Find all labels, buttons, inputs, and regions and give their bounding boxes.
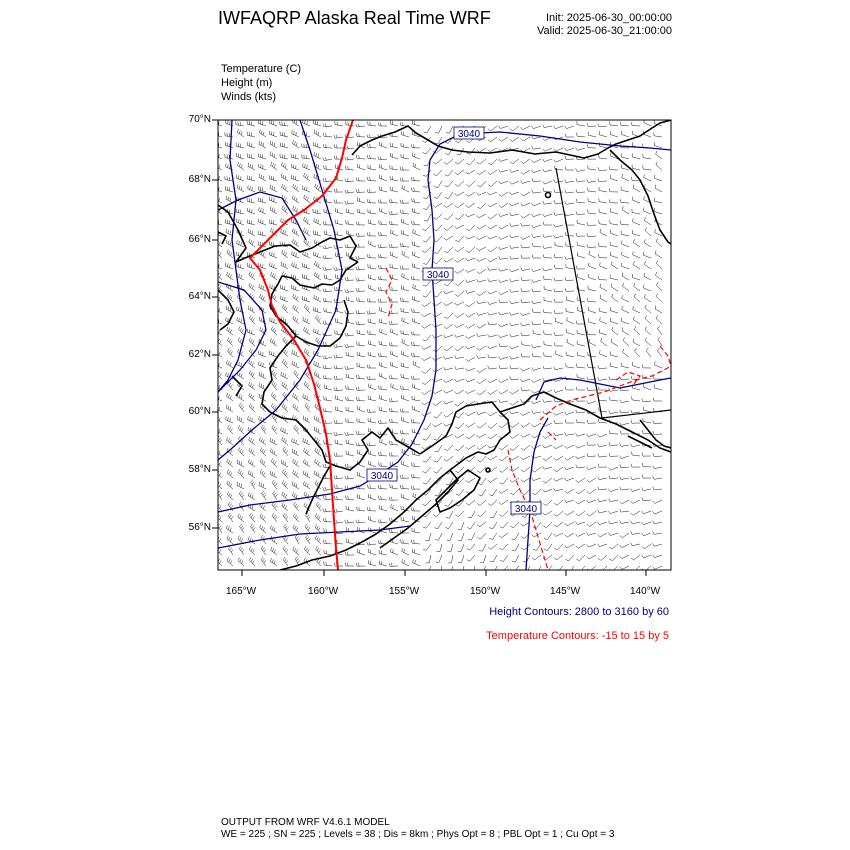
- contour-label-2: [423, 268, 453, 281]
- contour-label-1: [454, 127, 484, 140]
- lat-label: 68°N: [188, 174, 211, 185]
- lat-label: 64°N: [188, 291, 211, 302]
- height-contour-note: Height Contours: 2800 to 3160 by 60: [489, 606, 669, 618]
- svg-text:3040: 3040: [426, 270, 450, 281]
- footer-config: WE = 225 ; SN = 225 ; Levels = 38 ; Dis = 8km ; Phys Opt = 8 ; PBL Opt = 1 ; Cu Opt = 3: [221, 829, 615, 840]
- lon-label: 165°W: [226, 586, 257, 597]
- lat-label: 58°N: [188, 464, 211, 475]
- lat-label: 70°N: [188, 114, 211, 125]
- variable-winds: Winds (kts): [221, 91, 276, 103]
- lon-label: 155°W: [389, 586, 420, 597]
- svg-text:3040: 3040: [370, 471, 394, 482]
- svg-text:3040: 3040: [457, 129, 481, 140]
- lon-label: 160°W: [308, 586, 339, 597]
- variable-temperature: Temperature (C): [221, 63, 302, 75]
- svg-text:3040: 3040: [514, 504, 538, 515]
- temperature-contour-note: Temperature Contours: -15 to 15 by 5: [486, 630, 669, 642]
- footer-model: OUTPUT FROM WRF V4.6.1 MODEL: [221, 817, 390, 828]
- init-time: Init: 2025-06-30_00:00:00: [546, 12, 672, 24]
- lat-label: 60°N: [188, 406, 211, 417]
- contour-label-4: [511, 502, 541, 515]
- lon-label: 145°W: [550, 586, 581, 597]
- contour-label-3: [367, 469, 397, 482]
- lat-label: 56°N: [188, 522, 211, 533]
- map-title: IWFAQRP Alaska Real Time WRF: [218, 8, 491, 28]
- valid-time: Valid: 2025-06-30_21:00:00: [537, 25, 672, 37]
- variable-height: Height (m): [221, 77, 273, 89]
- lon-label: 150°W: [470, 586, 501, 597]
- lat-label: 62°N: [188, 349, 211, 360]
- lat-label: 66°N: [188, 234, 211, 245]
- lon-label: 140°W: [630, 586, 661, 597]
